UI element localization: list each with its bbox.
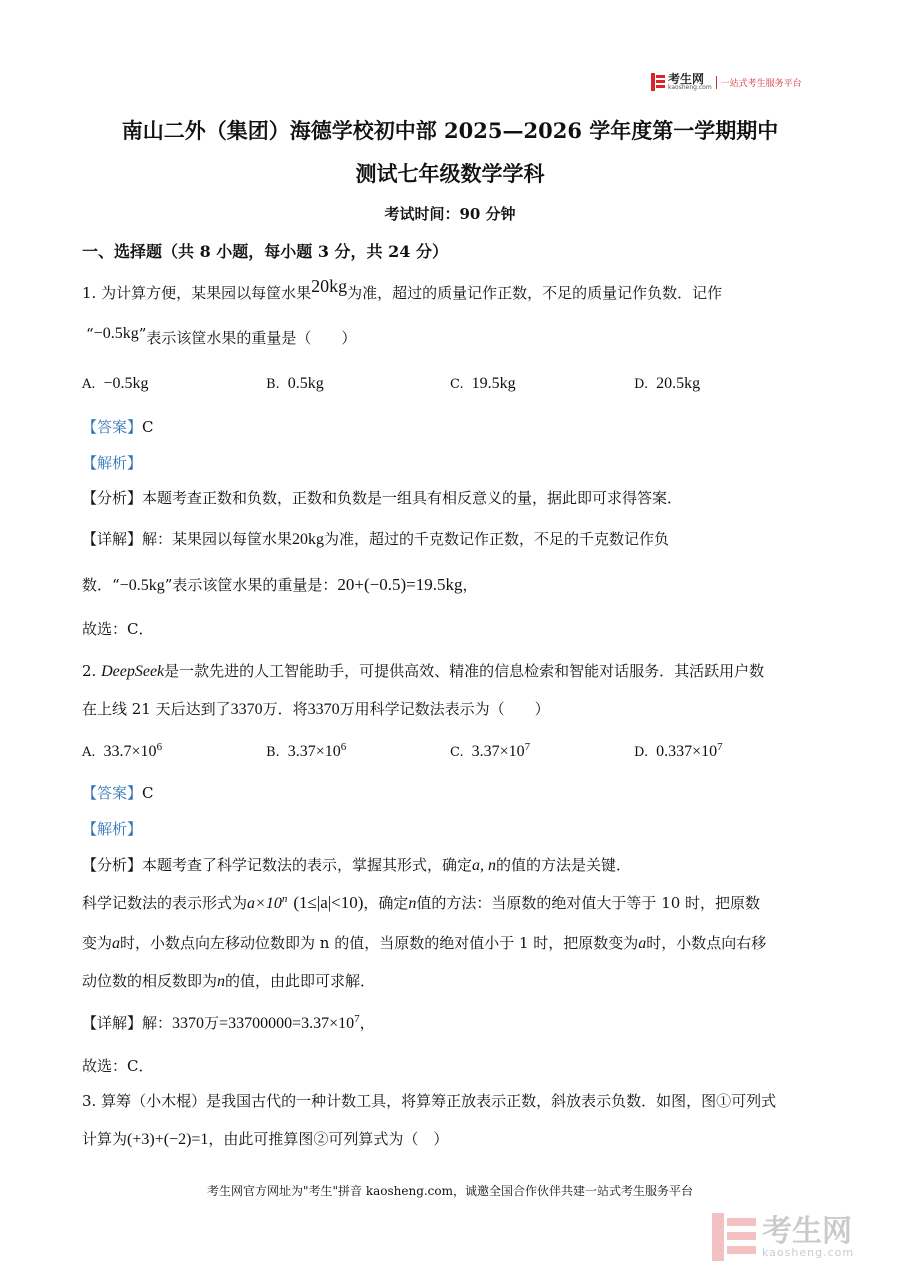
q2-option-b[interactable]: B. $3.37\times 10^6$: [266, 741, 347, 760]
q2-option-d[interactable]: D. $0.337\times 10^7$: [634, 741, 723, 760]
q1-xiangjie-line2: 数．“−0.5kg”表示该筐水果的重量是：20+(−0.5)=19.5kg，: [82, 575, 478, 594]
q2-xiangjie: 【详解】解：3370万$=33700000=3.37\times 10^7$，: [82, 1013, 375, 1032]
q1-answer: 【答案】C: [82, 418, 154, 436]
q2-option-a[interactable]: A. $33.7\times 10^6$: [82, 741, 163, 760]
q2-fenxi: 【分析】本题考查了科学记数法的表示，掌握其形式，确定a, n的值的方法是关键．: [82, 856, 632, 874]
watermark-domain: kaosheng.com: [762, 1245, 855, 1259]
q2-stem-line1: 2. DeepSeek是一款先进的人工智能助手，可提供高效、精准的信息检索和智能对话服务．其活跃用户数: [82, 662, 765, 680]
page-footer: 考生网官方网址为"考生"拼音 kaosheng.com，诚邀全国合作伙伴共建一站式考生服务平台: [206, 1184, 694, 1198]
q3-stem-line1: 3. 算筹（小木棍）是我国古代的一种计数工具，将算筹正放表示正数，斜放表示负数．如图，图①可列式: [82, 1092, 777, 1110]
page-title-line1: 南山二外（集团）海德学校初中部 2025—2026 学年度第一学期期中: [121, 118, 779, 143]
q1-fenxi: 【分析】本题考查正数和负数，正数和负数是一组具有相反意义的量，据此即可求得答案．: [82, 489, 683, 507]
watermark-logo: [712, 1213, 854, 1261]
q1-option-b[interactable]: B. 0.5kg: [266, 375, 324, 392]
q3-stem-line2: 计算为(+3)+(−2)=1，由此可推算图②可列算式为（ ）: [82, 1130, 449, 1148]
q2-analysis-tag: 【解析】: [82, 820, 143, 838]
exam-time: 考试时间：90 分钟: [384, 205, 516, 223]
q2-explain-line3: 动位数的相反数即为n的值，由此即可求解．: [82, 972, 376, 990]
q1-stem-line2: “−0.5kg”表示该筐水果的重量是（ ）: [86, 325, 357, 347]
q2-answer: 【答案】C: [82, 784, 154, 802]
logo-name: 考生网: [668, 72, 705, 86]
q1-option-c[interactable]: C. 19.5kg: [450, 375, 516, 392]
q1-stem-line1: 1. 为计算方便，某果园以每筐水果20kg为准，超过的质量记作正数，不足的质量记作负数．记作: [82, 276, 723, 302]
q1-analysis-tag: 【解析】: [82, 454, 143, 472]
q2-explain-line1: 科学记数法的表示形式为$a\times 10^n$ (1≤|a|<10)，确定n值的方法：当原数的绝对值大于等于 10 时，把原数: [82, 893, 761, 912]
logo-slogan: 一站式考生服务平台: [716, 76, 802, 89]
q2-choose: 故选：C．: [82, 1057, 154, 1075]
q2-explain-line2: 变为a时，小数点向左移动位数即为 n 的值，当原数的绝对值小于 1 时，把原数变为a时，小数点向右移: [82, 934, 767, 952]
q1-option-d[interactable]: D. 20.5kg: [634, 375, 701, 392]
page-title-line2: 测试七年级数学学科: [355, 161, 545, 186]
q1-xiangjie-line1: 【详解】解：某果园以每筐水果20kg为准，超过的千克数记作正数，不足的千克数记作负: [82, 530, 670, 548]
kaosheng-watermark-icon: [712, 1213, 756, 1261]
q2-option-c[interactable]: C. $3.37\times 10^7$: [450, 741, 531, 760]
q1-option-a[interactable]: A. −0.5kg: [82, 375, 149, 392]
section-heading: 一、选择题（共 8 小题，每小题 3 分，共 24 分）: [82, 242, 448, 261]
header-logo: [651, 71, 802, 93]
watermark-name: 考生网: [762, 1213, 852, 1249]
kaosheng-logo-icon: [651, 73, 665, 91]
q2-stem-line2: 在上线 21 天后达到了3370万．将3370万用科学记数法表示为（ ）: [82, 700, 550, 718]
logo-domain: kaosheng.com: [668, 84, 712, 91]
q1-choose: 故选：C．: [82, 620, 154, 638]
